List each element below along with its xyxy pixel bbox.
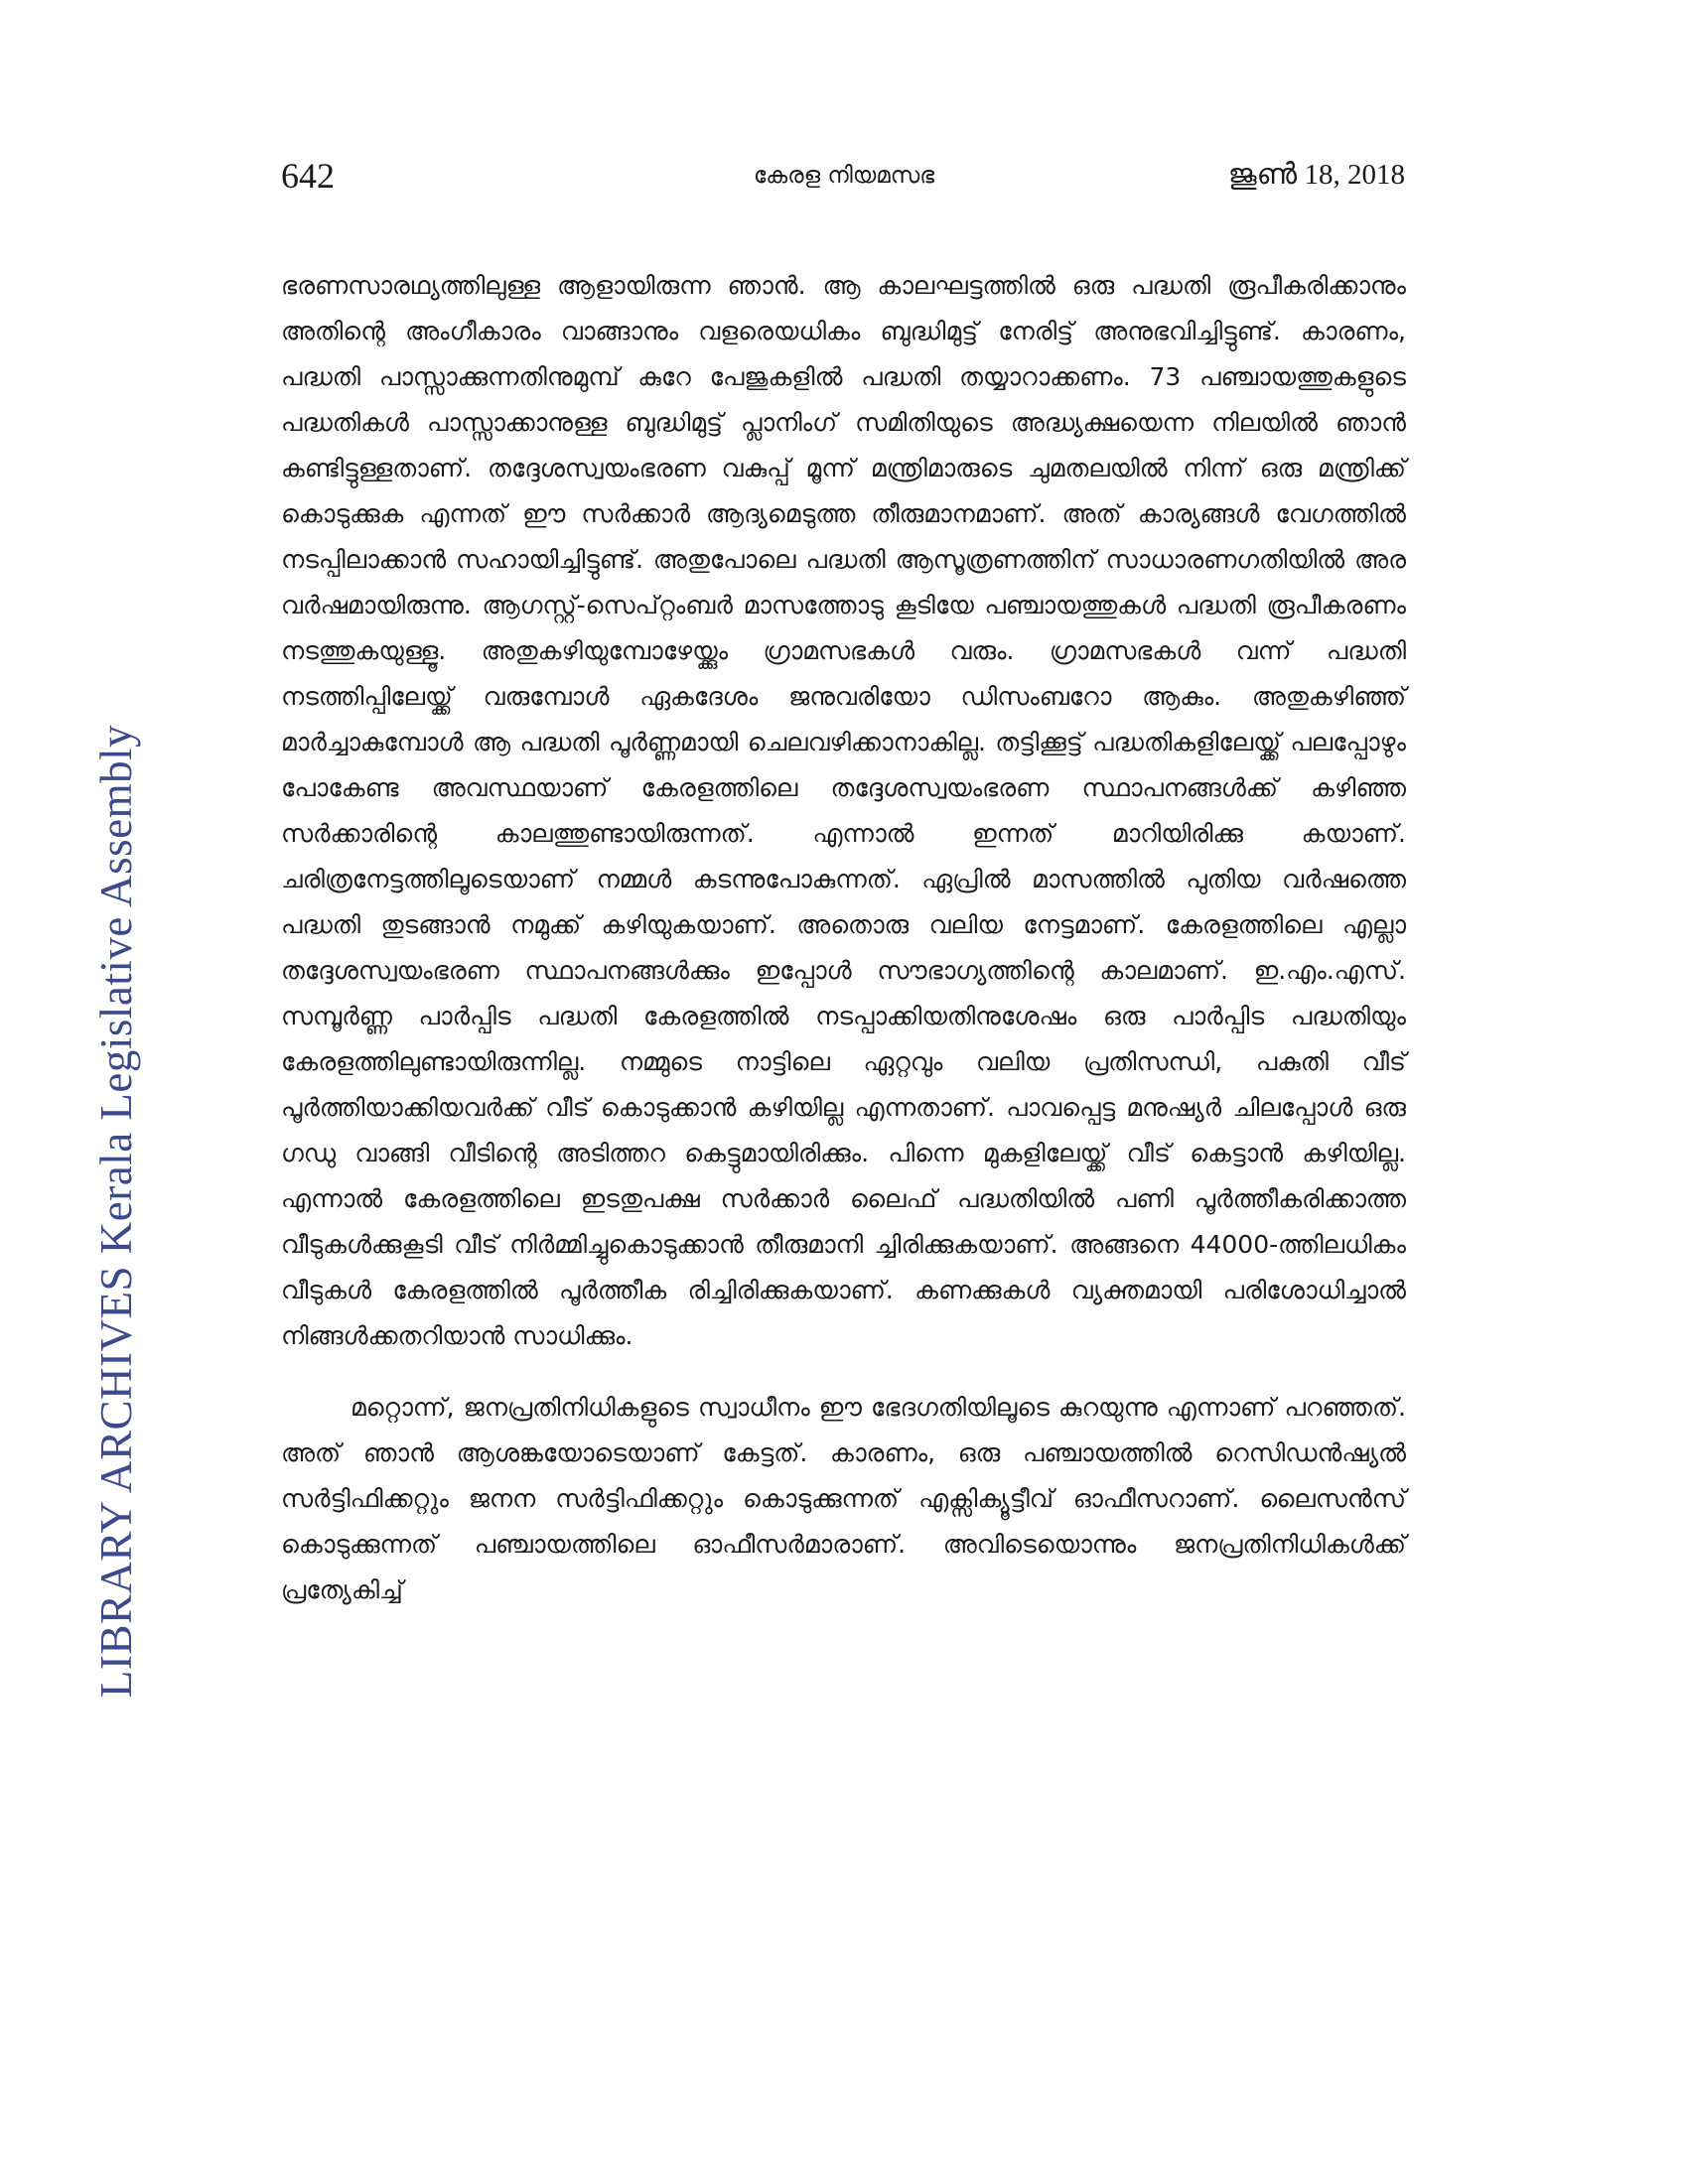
journal-title: കേരള നിയമസഭ (753, 163, 935, 189)
page-number: 642 (281, 156, 335, 196)
paragraph: മറ്റൊന്ന്, ജനപ്രതിനിധികളുടെ സ്വാധീനം ഈ ഭേദഗതിയിലൂടെ കുറയുന്നു എന്നാണ് പറഞ്ഞത്. അത് ഞാൻ ആശങ്കയോടെയാണ് കേട്ടത്. കാരണം, ഒരു പഞ്ചായത്തിൽ റെസിഡൻഷ്യൽ സർട്ടിഫിക്കറ്റും ജനന സർട്ടിഫിക്കറ്റും കൊടുക്കുന്നത് എക്സിക്യൂട്ടീവ് ഓഫീസറാണ്. ലൈസൻസ് കൊടുക്കുന്നത് പഞ്ചായത്തിലെ ഓഫീസർമാരാണ്. അവിടെയൊന്നും ജനപ്രതിനിധികൾക്ക് പ്രത്യേകിച്ച് (281, 1393, 1406, 1604)
archive-watermark: LIBRARY ARCHIVES Kerala Legislative Assembly (91, 724, 141, 1699)
document-body (281, 263, 1406, 1613)
page-header (0, 149, 1688, 208)
paragraph: ഭരണസാരഥ്യത്തിലുള്ള ആളായിരുന്ന ഞാൻ. ആ കാലഘട്ടത്തിൽ ഒരു പദ്ധതി രൂപീകരിക്കാനും അതിന്റെ അംഗീകാരം വാങ്ങാനും വളരെയധികം ബുദ്ധിമുട്ട് നേരിട്ട് അനുഭവിച്ചിട്ടുണ്ട്. കാരണം, പദ്ധതി പാസ്സാക്കുന്നതിനുമുമ്പ് കുറേ പേജുകളിൽ പദ്ധതി തയ്യാറാക്കണം. 73 പഞ്ചായത്തുകളുടെ പദ്ധതികൾ പാസ്സാക്കാനുള്ള ബുദ്ധിമുട്ട് പ്ലാനിംഗ് സമിതിയുടെ അദ്ധ്യക്ഷയെന്ന നിലയിൽ ഞാൻ കണ്ടിട്ടുള്ളതാണ്. തദ്ദേശസ്വയംഭരണ വകുപ്പ് മൂന്ന് മന്ത്രിമാരുടെ ചുമതലയിൽ നിന്ന് ഒരു മന്ത്രിക്ക് കൊടുക്കുക എന്നത് ഈ സർക്കാർ ആദ്യമെടുത്ത തീരുമാനമാണ്. അത് കാര്യങ്ങൾ വേഗത്തിൽ നടപ്പിലാക്കാൻ സഹായിച്ചിട്ടുണ്ട്. അതുപോലെ പദ്ധതി ആസൂത്രണത്തിന് സാധാരണഗതിയിൽ അര വർഷമായിരുന്നു. ആഗസ്റ്റ്-സെപ്റ്റംബർ മാസത്തോടു കൂടിയേ പഞ്ചായത്തുകൾ പദ്ധതി രൂപീകരണം നടത്തുകയുള്ളൂ. അതുകഴിയുമ്പോഴേയ്ക്കും ഗ്രാമസഭകൾ വരും. ഗ്രാമസഭകൾ വന്ന് പദ്ധതി നടത്തിപ്പിലേയ്ക്ക് വരുമ്പോൾ ഏകദേശം ജനുവരിയോ ഡിസംബറോ ആകും. അതുകഴിഞ്ഞ് മാർച്ചാകുമ്പോൾ ആ പദ്ധതി പൂർണ്ണമായി ചെലവഴിക്കാനാകില്ല. തട്ടിക്കൂട്ട് പദ്ധതികളിലേയ്ക്ക് പലപ്പോഴും പോകേണ്ട അവസ്ഥയാണ് കേരളത്തിലെ തദ്ദേശസ്വയംഭരണ സ്ഥാപനങ്ങൾക്ക് കഴിഞ്ഞ സർക്കാരിന്റെ കാലത്തുണ്ടായിരുന്നത്. എന്നാൽ ഇന്നത് മാറിയിരിക്കു കയാണ്. ചരിത്രനേട്ടത്തിലൂടെയാണ് നമ്മൾ കടന്നുപോകുന്നത്. ഏപ്രിൽ മാസത്തിൽ പുതിയ വർഷത്തെ പദ്ധതി തുടങ്ങാൻ നമുക്ക് കഴിയുകയാണ്. അതൊരു വലിയ നേട്ടമാണ്. കേരളത്തിലെ എല്ലാ തദ്ദേശസ്വയംഭരണ സ്ഥാപനങ്ങൾക്കും ഇപ്പോൾ സൗഭാഗ്യത്തിന്റെ കാലമാണ്. ഇ.എം.എസ്. സമ്പൂർണ്ണ പാർപ്പിട പദ്ധതി കേരളത്തിൽ നടപ്പാക്കിയതിനുശേഷം ഒരു പാർപ്പിട പദ്ധതിയും കേരളത്തിലുണ്ടായിരുന്നില്ല. നമ്മുടെ നാട്ടിലെ ഏറ്റവും വലിയ പ്രതിസന്ധി, പകുതി വീട് പൂർത്തിയാക്കിയവർക്ക് വീട് കൊടുക്കാൻ കഴിയില്ല എന്നതാണ്. പാവപ്പെട്ട മനുഷ്യർ ചിലപ്പോൾ ഒരു ഗഡു വാങ്ങി വീടിന്റെ അടിത്തറ കെട്ടുമായിരിക്കും. പിന്നെ മുകളിലേയ്ക്ക് വീട് കെട്ടാൻ കഴിയില്ല. എന്നാൽ കേരളത്തിലെ ഇടതുപക്ഷ സർക്കാർ ലൈഫ് പദ്ധതിയിൽ പണി പൂർത്തീകരിക്കാത്ത വീടുകൾക്കുകൂടി വീട് നിർമ്മിച്ചുകൊടുക്കാൻ തീരുമാനി ച്ചിരിക്കുകയാണ്. അങ്ങനെ 44000-ത്തിലധികം വീടുകൾ കേരളത്തിൽ പൂർത്തീക രിച്ചിരിക്കുകയാണ്. കണക്കുകൾ വ്യക്തമായി പരിശോധിച്ചാൽ നിങ്ങൾക്കതറിയാൻ സാധിക്കും. (281, 271, 1407, 1350)
page-date: ജൂൺ 18, 2018 (1227, 159, 1405, 191)
